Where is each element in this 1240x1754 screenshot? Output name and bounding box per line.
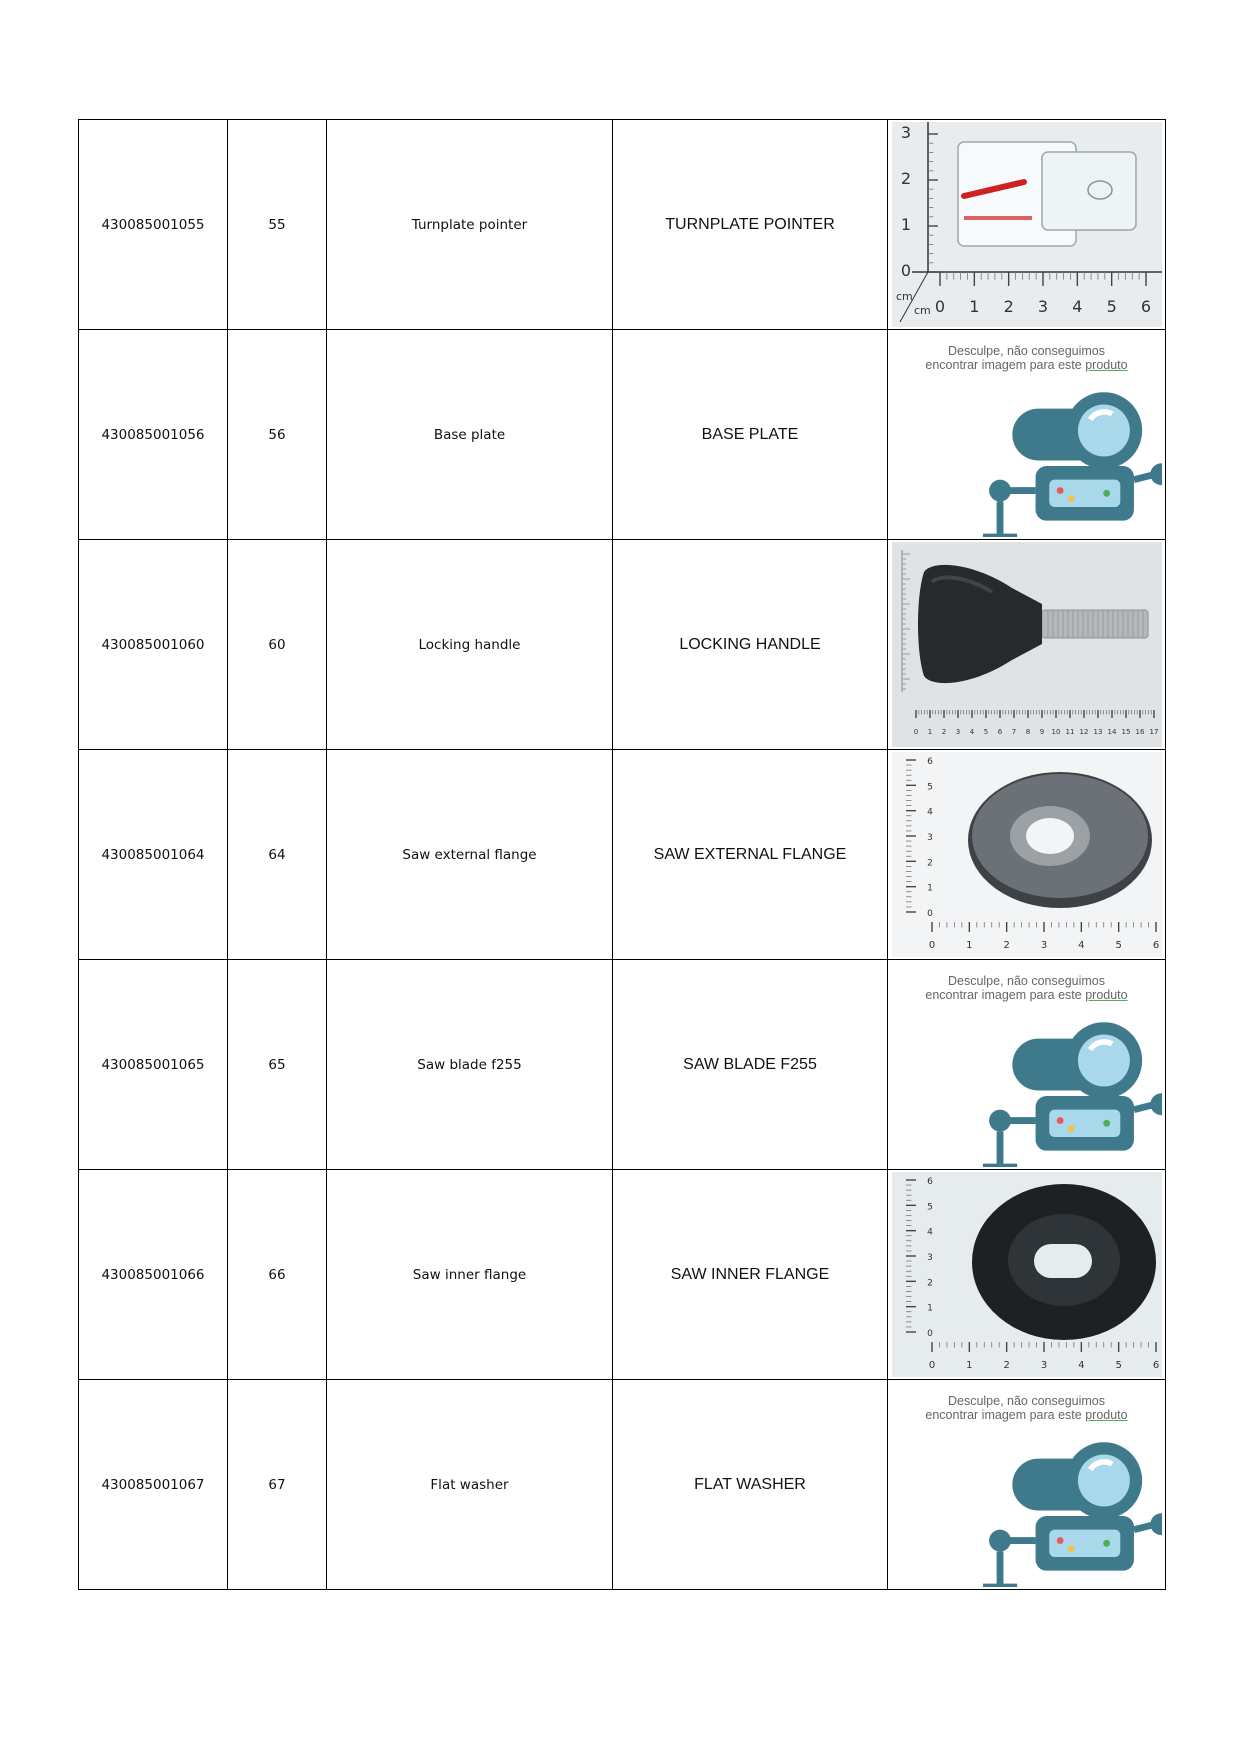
part-code-cell: 430085001060 bbox=[79, 540, 228, 750]
ruler-label: 4 bbox=[926, 1227, 933, 1238]
ruler-label: 5 bbox=[1114, 1360, 1122, 1371]
ruler-label: 3 bbox=[1040, 940, 1047, 951]
description-cell: Turnplate pointer bbox=[327, 120, 613, 330]
table-row bbox=[79, 960, 1166, 1170]
ruler-label: 13 bbox=[1093, 728, 1102, 736]
saw-inner-flange-photo bbox=[892, 1172, 1162, 1377]
ruler-label: 17 bbox=[1149, 728, 1158, 736]
ruler-label: 3 bbox=[926, 833, 933, 843]
ruler-label: 2 bbox=[926, 1278, 933, 1289]
position-number-cell: 64 bbox=[228, 750, 327, 960]
ruler-label: 4 bbox=[926, 807, 933, 818]
part-name-cell: LOCKING HANDLE bbox=[613, 540, 888, 750]
part-code-cell: 430085001064 bbox=[79, 750, 228, 960]
description-cell: Saw external flange bbox=[327, 750, 613, 960]
table-row bbox=[79, 120, 1166, 330]
part-image-cell bbox=[888, 750, 1166, 960]
description-cell: Base plate bbox=[327, 330, 613, 540]
table-row bbox=[79, 540, 1166, 750]
position-number-cell: 60 bbox=[228, 540, 327, 750]
ruler-label: 6 bbox=[926, 1177, 933, 1187]
ruler-label: 0 bbox=[928, 940, 935, 951]
ruler-label: 8 bbox=[1025, 728, 1030, 736]
ruler-label: 1 bbox=[965, 940, 973, 951]
no-image-message bbox=[892, 344, 1162, 372]
ruler-label: 0 bbox=[926, 909, 933, 919]
saw-external-flange-photo bbox=[892, 752, 1162, 957]
ruler-label: 2 bbox=[1003, 297, 1014, 316]
description-cell: Locking handle bbox=[327, 540, 613, 750]
ruler-label: 3 bbox=[1040, 1360, 1047, 1371]
ruler-label: 4 bbox=[1071, 297, 1082, 316]
ruler-label: 1 bbox=[926, 1303, 933, 1314]
ruler-unit-label: cm bbox=[895, 290, 913, 303]
ruler-label: 6 bbox=[1140, 297, 1151, 316]
table-row bbox=[79, 750, 1166, 960]
ruler-label: 1 bbox=[927, 728, 932, 736]
position-number-cell: 55 bbox=[228, 120, 327, 330]
robot-magnifier-icon bbox=[932, 1014, 1162, 1167]
ruler-label: 6 bbox=[997, 728, 1002, 736]
no-image-message-line2 bbox=[892, 988, 1162, 1002]
ruler-label: 11 bbox=[1065, 728, 1074, 736]
flange-bore bbox=[1026, 818, 1074, 854]
position-number-cell: 66 bbox=[228, 1170, 327, 1380]
ruler-label: 3 bbox=[955, 728, 960, 736]
ruler-label: 1 bbox=[900, 215, 911, 234]
ruler-label: 0 bbox=[900, 261, 911, 280]
description-cell: Flat washer bbox=[327, 1380, 613, 1590]
parts-table-body bbox=[79, 120, 1166, 1590]
ruler-label: 16 bbox=[1135, 728, 1144, 736]
part-image bbox=[892, 542, 1162, 747]
ruler-label: 0 bbox=[913, 728, 918, 736]
part-image bbox=[892, 962, 1162, 1167]
part-name-cell: FLAT WASHER bbox=[613, 1380, 888, 1590]
ruler-label: 5 bbox=[926, 782, 933, 793]
ruler-label: 5 bbox=[926, 1202, 933, 1213]
flange-bore bbox=[1034, 1244, 1092, 1278]
ruler-label: 0 bbox=[928, 1360, 935, 1371]
description-cell: Saw inner flange bbox=[327, 1170, 613, 1380]
ruler-label: 14 bbox=[1107, 728, 1116, 736]
ruler-label: 0 bbox=[934, 297, 945, 316]
ruler-label: 0 bbox=[926, 1329, 933, 1339]
part-code-cell: 430085001055 bbox=[79, 120, 228, 330]
no-image-message-link-word: produto bbox=[1085, 988, 1128, 1002]
part-image bbox=[892, 122, 1162, 327]
part-code-cell: 430085001056 bbox=[79, 330, 228, 540]
part-name-cell: BASE PLATE bbox=[613, 330, 888, 540]
ruler-label: 3 bbox=[900, 123, 911, 142]
no-image-message-line2 bbox=[892, 358, 1162, 372]
no-image-message bbox=[892, 1394, 1162, 1422]
no-image-message-line1: Desculpe, não conseguimos bbox=[947, 974, 1106, 988]
part-image-cell bbox=[888, 1170, 1166, 1380]
ruler-label: 5 bbox=[983, 728, 988, 736]
ruler-label: 2 bbox=[1002, 1360, 1010, 1371]
part-image bbox=[892, 1172, 1162, 1377]
ruler-label: 1 bbox=[968, 297, 979, 316]
ruler-label: 6 bbox=[1152, 940, 1159, 951]
ruler-label: 10 bbox=[1051, 728, 1060, 736]
no-image-message-line2-text: encontrar imagem para este bbox=[925, 358, 1086, 372]
no-image-message-line2 bbox=[892, 1408, 1162, 1422]
ruler-label: 4 bbox=[1077, 940, 1085, 951]
ruler-label: 2 bbox=[900, 169, 911, 188]
ruler-label: 1 bbox=[926, 883, 933, 894]
part-image bbox=[892, 752, 1162, 957]
part-name-cell: SAW INNER FLANGE bbox=[613, 1170, 888, 1380]
ruler-label: 3 bbox=[926, 1253, 933, 1263]
table-row bbox=[79, 330, 1166, 540]
part-name-cell: SAW BLADE F255 bbox=[613, 960, 888, 1170]
ruler-label: 4 bbox=[1077, 1360, 1085, 1371]
no-image-message-link-word: produto bbox=[1085, 1408, 1128, 1422]
ruler-label: 15 bbox=[1121, 728, 1130, 736]
parts-table bbox=[78, 119, 1166, 1590]
position-number-cell: 65 bbox=[228, 960, 327, 1170]
position-number-cell: 67 bbox=[228, 1380, 327, 1590]
ruler-label: 6 bbox=[1152, 1360, 1159, 1371]
locking-handle-photo bbox=[892, 542, 1162, 747]
no-image-message-line2-text: encontrar imagem para este bbox=[925, 1408, 1086, 1422]
ruler-label: 6 bbox=[926, 757, 933, 767]
ruler-label: 3 bbox=[1037, 297, 1048, 316]
part-image-cell bbox=[888, 540, 1166, 750]
ruler-label: 4 bbox=[969, 728, 974, 736]
part-image-cell bbox=[888, 1380, 1166, 1590]
ruler-label: 5 bbox=[1106, 297, 1117, 316]
turnplate-pointer-photo bbox=[892, 122, 1162, 327]
ruler-label: 2 bbox=[941, 728, 946, 736]
ruler-label: 5 bbox=[1114, 940, 1122, 951]
no-image-message-line1: Desculpe, não conseguimos bbox=[947, 1394, 1106, 1408]
part-name-cell: SAW EXTERNAL FLANGE bbox=[613, 750, 888, 960]
ruler-label: 7 bbox=[1011, 728, 1016, 736]
no-image-message-link-word: produto bbox=[1085, 358, 1128, 372]
table-row bbox=[79, 1170, 1166, 1380]
ruler-label: 1 bbox=[965, 1360, 973, 1371]
ruler-label: 12 bbox=[1079, 728, 1088, 736]
ruler-label: 9 bbox=[1039, 728, 1044, 736]
robot-magnifier-icon bbox=[932, 1434, 1162, 1587]
ruler-unit-label: cm bbox=[913, 304, 931, 317]
part-image-cell bbox=[888, 330, 1166, 540]
ruler-label: 2 bbox=[1002, 940, 1010, 951]
ruler-label: 2 bbox=[926, 858, 933, 869]
part-code-cell: 430085001067 bbox=[79, 1380, 228, 1590]
no-image-message-line1: Desculpe, não conseguimos bbox=[947, 344, 1106, 358]
no-image-message bbox=[892, 974, 1162, 1002]
part-code-cell: 430085001066 bbox=[79, 1170, 228, 1380]
table-row bbox=[79, 1380, 1166, 1590]
part-image bbox=[892, 1382, 1162, 1587]
no-image-message-line2-text: encontrar imagem para este bbox=[925, 988, 1086, 1002]
part-image bbox=[892, 332, 1162, 537]
description-cell: Saw blade f255 bbox=[327, 960, 613, 1170]
part-image-cell bbox=[888, 960, 1166, 1170]
robot-magnifier-icon bbox=[932, 384, 1162, 537]
position-number-cell: 56 bbox=[228, 330, 327, 540]
part-code-cell: 430085001065 bbox=[79, 960, 228, 1170]
part-image-cell bbox=[888, 120, 1166, 330]
part-name-cell: TURNPLATE POINTER bbox=[613, 120, 888, 330]
pointer-tab bbox=[1042, 152, 1136, 230]
